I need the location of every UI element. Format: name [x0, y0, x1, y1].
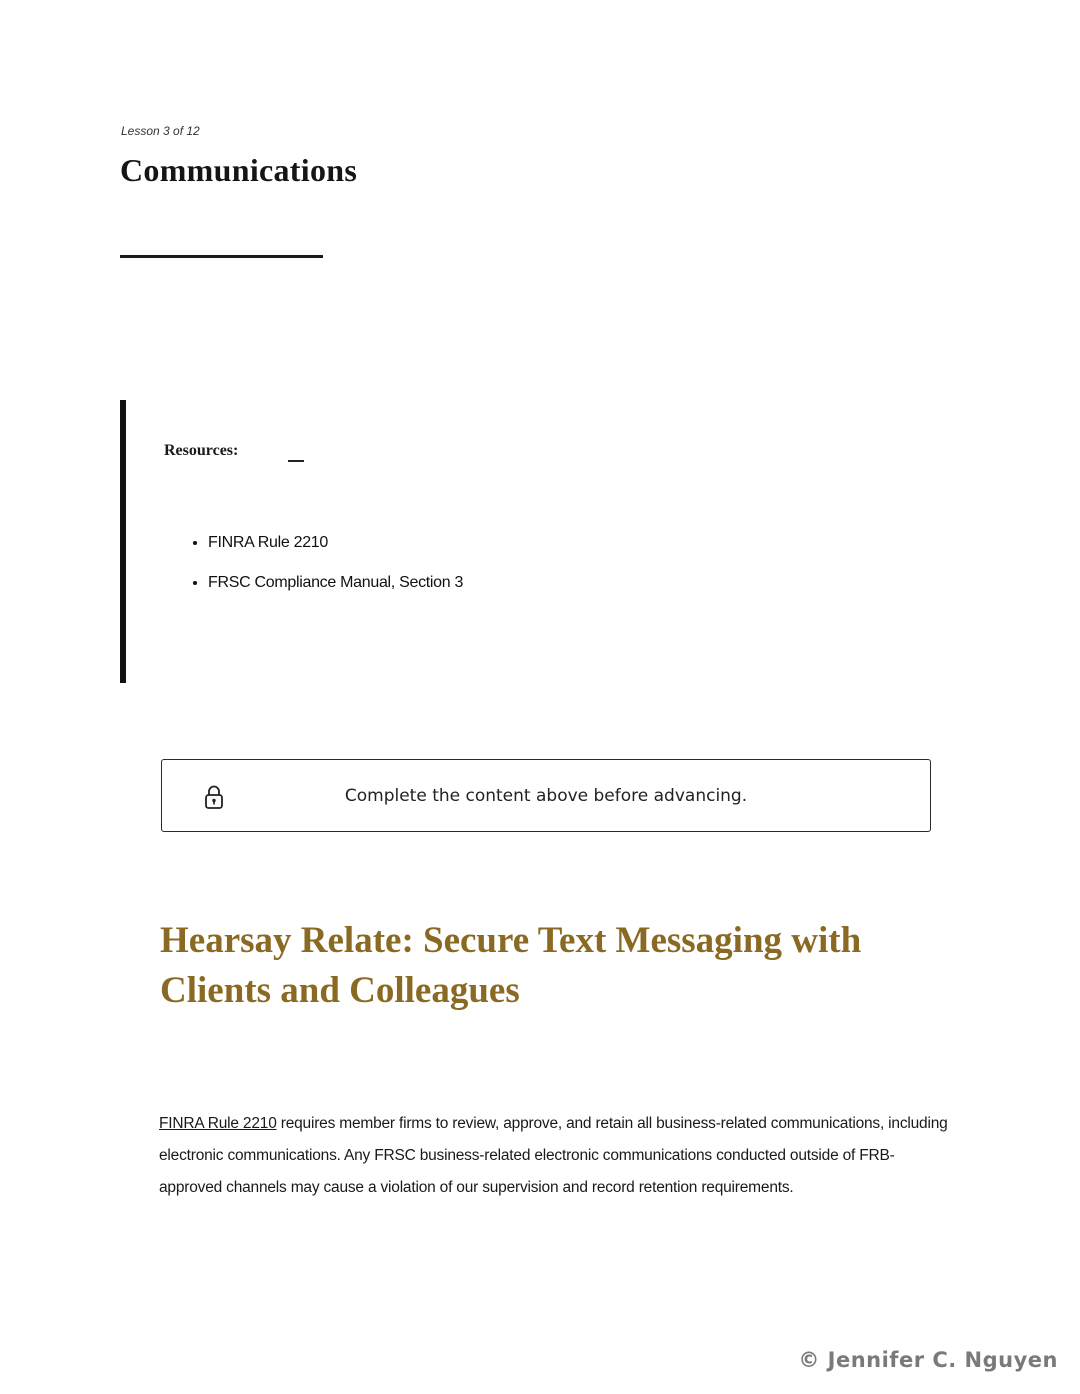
body-paragraph-text: requires member firms to review, approve, and retain all business-related communications, including electronic communications. Any FRSC business-related electronic communications conducted outside of FRB-approved channels may cause a violation of our supervision and record retention requirements. [159, 1115, 948, 1196]
lesson-title: Communications [120, 152, 358, 188]
resources-block [120, 400, 626, 683]
resources-list [186, 534, 463, 614]
lesson-position: Lesson 3 of 12 [121, 124, 200, 138]
locked-banner-message: Complete the content above before advancing. [344, 786, 748, 806]
finra-rule-link[interactable]: FINRA Rule 2210 [159, 1115, 277, 1132]
locked-continue-banner[interactable] [161, 759, 931, 832]
title-divider [120, 255, 323, 258]
body-paragraph [159, 1108, 949, 1204]
resource-item-finra-rule[interactable]: • FINRA Rule 2210 [208, 534, 463, 552]
resources-label: Resources: [164, 442, 239, 459]
section-heading: Hearsay Relate: Secure Text Messaging with Clients and Colleagues [160, 920, 862, 1011]
copyright-watermark: © Jennifer C. Nguyen [798, 1348, 1058, 1372]
resources-dash [288, 460, 304, 462]
resource-item-compliance-manual[interactable]: • FRSC Compliance Manual, Section 3 [208, 574, 463, 592]
